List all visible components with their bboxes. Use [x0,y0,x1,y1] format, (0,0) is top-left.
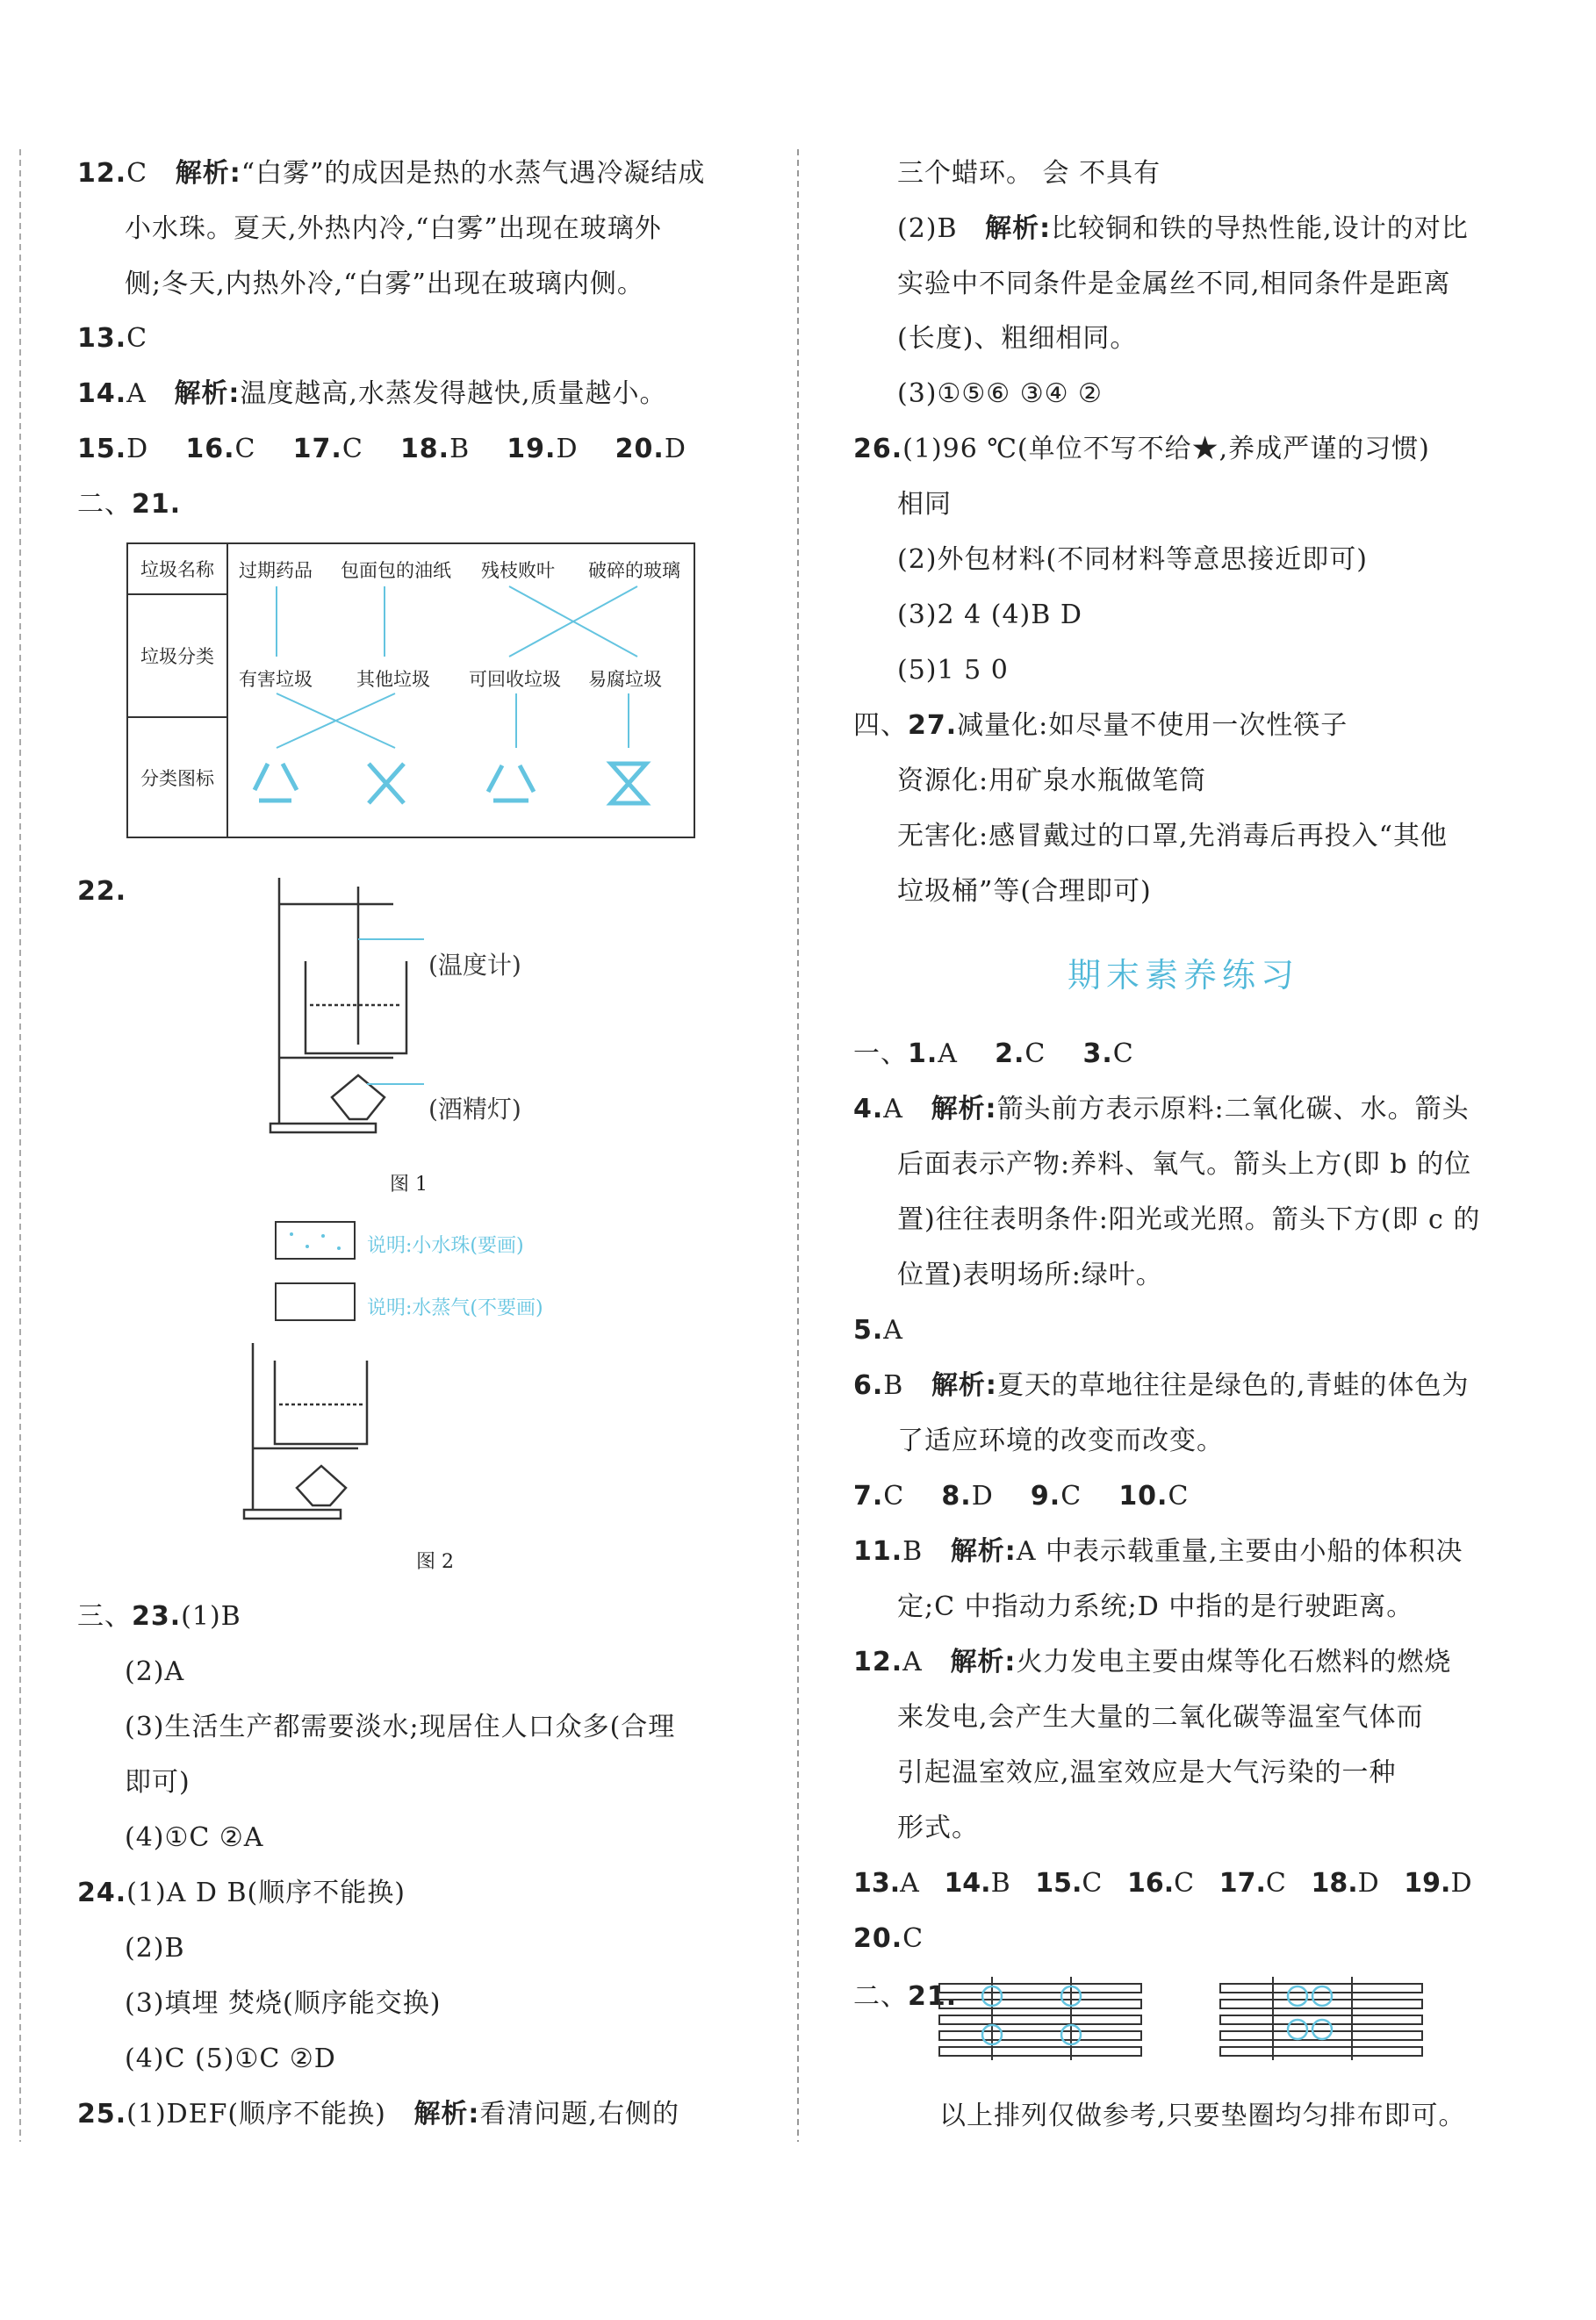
final-answer-12 [853,1645,1451,1680]
answer-letter: A [883,1315,903,1346]
analysis-label: 解析: [931,1094,997,1124]
section-label: 三、 [77,1601,132,1632]
answer-27-line: 无害化:感冒戴过的口罩,先消毒后再投入“其他 [897,821,1448,851]
answers-15-20 [77,432,687,467]
recyclable-waste-icon [488,765,534,801]
answer-14 [77,377,667,412]
stand-base [270,1124,376,1132]
answer-24 [77,1876,406,1911]
answer-part: 减量化:如尽量不使用一次性筷子 [957,710,1348,741]
answer-part: (1)A D B(顺序不能换) [126,1878,406,1908]
row-header-name: 垃圾名称 [127,543,227,594]
answer-12 [77,156,705,191]
final-answer-4-line: 位置)表明场所:绿叶。 [897,1260,1163,1290]
alcohol-lamp-label: (酒精灯) [428,1095,521,1124]
answer-12-line2: 小水珠。夏天,外热内冷,“白雾”出现在玻璃外 [125,213,662,244]
final-answer-12-line: 来发电,会产生大量的二氧化碳等温室气体而 [897,1702,1424,1733]
answer-letter: B [883,1370,904,1401]
answer-letter: A [902,1647,923,1677]
hazardous-waste-icon [255,764,297,801]
final-answer-12-line: 形式。 [897,1813,979,1843]
note-water-vapor: 说明:水蒸气(不要画) [367,1297,543,1319]
final-answer-12-line: 引起温室效应,温室效应是大气污染的一种 [897,1757,1397,1788]
answer-22-number [77,874,126,909]
question-number: 19. [507,434,557,464]
straw [939,2000,1141,2008]
category-hazardous: 有害垃圾 [239,669,313,690]
question-number: 17. [1219,1868,1266,1899]
legend-boxes [276,1222,363,1310]
section-label: 二、 [853,1981,908,2012]
item-leaves: 残枝败叶 [481,560,555,581]
analysis-label: 解析: [950,1647,1017,1677]
matching-lines [228,544,697,838]
answer-letter: B [449,434,471,464]
answer-letter: D [126,434,149,464]
answer-letter: A [938,1038,958,1069]
analysis-text: 看清问题,右侧的 [479,2099,679,2130]
question-number: 15. [1035,1868,1082,1899]
alcohol-lamp [332,1075,385,1119]
question-number: 27. [908,710,958,741]
figure-2-apparatus [244,1343,420,1527]
figure-2-caption: 图 2 [416,1551,454,1573]
answer-23-part: 即可) [125,1767,191,1798]
answer-25-line: (长度)、粗细相同。 [897,323,1138,354]
analysis-text: 火力发电主要由煤等化石燃料的燃烧 [1016,1647,1452,1677]
beaker [306,961,406,1053]
question-number: 12. [853,1647,903,1677]
other-waste-icon [369,764,404,803]
final-answer-5 [853,1313,903,1348]
perishable-waste-icon [611,764,646,803]
water-droplet-box [276,1222,355,1259]
answer-24-part: (3)填埋 焚烧(顺序能交换) [125,1988,442,2019]
washer [1288,2020,1307,2039]
straw [939,2015,1141,2024]
answer-part: (1)96 ℃(单位不写不给★,养成严谨的习惯) [902,434,1430,464]
straw [939,2031,1141,2040]
item-expired-medicine: 过期药品 [239,560,313,581]
question-number: 11. [853,1536,903,1567]
final-answer-4-line: 置)往往表明条件:阳光或光照。箭头下方(即 c 的 [897,1204,1481,1235]
question-number: 14. [944,1868,991,1899]
answer-13 [77,321,147,356]
question-number: 25. [77,2099,127,2130]
question-number: 7. [853,1481,884,1512]
answer-25 [77,2097,679,2132]
final-answer-6-line: 了适应环境的改变而改变。 [897,1426,1224,1456]
question-number: 21. [132,489,182,520]
answer-letter: A [900,1868,919,1899]
answer-letter: A [126,378,147,409]
answer-27-line: 垃圾桶”等(合理即可) [897,876,1152,907]
answer-part: (1)B [181,1601,241,1632]
analysis-text: A 中表示载重量,主要由小船的体积决 [1016,1536,1463,1567]
question-number: 23. [132,1601,182,1632]
question-number: 6. [853,1370,884,1401]
answer-26-line: (3)2 4 (4)B D [897,600,1082,630]
answer-26-line: 相同 [897,489,952,520]
section-3-heading [77,1599,241,1634]
figure-1-caption: 图 1 [390,1174,428,1196]
question-number: 5. [853,1315,884,1346]
answer-letter: C [1168,1481,1190,1512]
answer-letter: D [556,434,579,464]
answer-letter: D [664,434,687,464]
question-number: 4. [853,1094,884,1124]
item-bread-paper: 包面包的油纸 [341,560,451,581]
answer-letter: B [990,1868,1010,1899]
question-number: 10. [1118,1481,1168,1512]
item-broken-glass: 破碎的玻璃 [588,560,680,581]
answer-25-part2 [897,212,1469,247]
final-answers-13-19 [853,1866,1472,1901]
droplet [306,1245,309,1248]
droplet [321,1234,325,1238]
waste-sorting-table [126,542,695,838]
analysis-text: 箭头前方表示原料:二氧化碳、水。箭头 [996,1094,1470,1124]
question-number: 21. [908,1981,958,2012]
question-number: 18. [1311,1868,1358,1899]
question-number: 17. [292,434,342,464]
answer-23-part: (2)A [125,1656,185,1687]
answer-23-part: (4)①C ②A [125,1822,264,1853]
answer-12-line3: 侧;冬天,内热外冷,“白雾”出现在玻璃内侧。 [125,269,644,299]
section-label: 一、 [853,1038,908,1069]
question-number: 20. [853,1923,903,1954]
question-number: 16. [185,434,235,464]
question-number: 15. [77,434,127,464]
section-4-heading [853,708,1348,743]
question-number: 22. [77,876,127,907]
final-practice-title: 期末素养练习 [1068,956,1300,995]
answer-letter: C [883,1481,905,1512]
answer-23-part: (3)生活生产都需要淡水;现居住人口众多(合理 [125,1712,676,1742]
question-number: 18. [399,434,450,464]
answer-letter: C [1060,1481,1082,1512]
raft-note: 以上排列仅做参考,只要垫圈均匀排布即可。 [939,2101,1466,2131]
answer-letter: C [1082,1868,1103,1899]
analysis-text: 夏天的草地往往是绿色的,青蛙的体色为 [996,1370,1470,1401]
category-perishable: 易腐垃圾 [588,669,662,690]
left-margin-rule [19,149,21,2142]
straw [1220,2000,1422,2008]
thermometer-label: (温度计) [428,951,521,980]
analysis-label: 解析: [985,213,1052,244]
answer-25-line: 实验中不同条件是金属丝不同,相同条件是距离 [897,269,1451,299]
alcohol-lamp [297,1466,346,1505]
answer-26-line: (5)1 5 0 [897,655,1009,686]
section-label: 二、 [77,489,132,520]
answer-26 [853,432,1430,467]
question-number: 20. [615,434,665,464]
final-answer-4 [853,1092,1470,1127]
row-header-category: 垃圾分类 [127,594,227,717]
analysis-label: 解析: [931,1370,997,1401]
question-number: 2. [995,1038,1025,1069]
category-other: 其他垃圾 [356,669,430,690]
analysis-label: 解析: [174,378,241,409]
analysis-text: 温度越高,水蒸发得越快,质量越小。 [240,378,667,409]
analysis-label: 解析: [950,1536,1017,1567]
column-divider [797,149,799,2142]
answer-letter: C [1265,1868,1286,1899]
straw [939,2047,1141,2056]
question-number: 9. [1030,1481,1061,1512]
answer-letter: C [126,323,148,354]
final-answer-4-line: 后面表示产物:养料、氧气。箭头上方(即 b 的位 [897,1149,1472,1180]
question-number: 14. [77,378,127,409]
final-answer-20 [853,1921,924,1957]
analysis-text: 比较铜和铁的导热性能,设计的对比 [1051,213,1469,244]
table-body [227,543,694,837]
answer-24-part: (2)B [125,1933,185,1964]
answer-letter: D [1357,1868,1379,1899]
straw [1220,2047,1422,2056]
straw [939,1984,1141,1993]
answer-letter: D [971,1481,994,1512]
answer-letter: A [883,1094,903,1124]
answer-25-part3: (3)①⑤⑥ ③④ ② [897,378,1103,409]
section-2-heading [77,487,181,522]
answer-letter: C [1112,1038,1134,1069]
stand-base [244,1510,341,1519]
washer [1312,2020,1332,2039]
answer-letter: C [341,434,363,464]
final-answer-6 [853,1368,1469,1404]
droplet [337,1246,341,1250]
row-header-icon: 分类图标 [127,717,227,837]
raft-diagram-2 [1220,1977,1431,2060]
beaker [275,1361,367,1444]
question-number: 3. [1082,1038,1113,1069]
analysis-label: 解析: [175,158,241,189]
final-section-1 [853,1037,1134,1072]
answer-letter: D [1450,1868,1472,1899]
raft-diagram-1 [939,1977,1150,2060]
section-label: 四、 [853,710,908,741]
washer [1288,1986,1307,2006]
question-number: 1. [908,1038,938,1069]
question-number: 12. [77,158,127,189]
final-answers-7-10 [853,1479,1189,1514]
answer-27-line: 资源化:用矿泉水瓶做笔筒 [897,765,1207,796]
answer-letter: C [1174,1868,1195,1899]
answer-24-part: (4)C (5)①C ②D [125,2043,336,2074]
answer-letter: C [126,158,148,189]
category-recyclable: 可回收垃圾 [469,669,561,690]
answer-letter: C [902,1923,924,1954]
note-water-droplet: 说明:小水珠(要画) [367,1235,524,1257]
water-vapor-box [276,1283,355,1320]
answer-letter: C [234,434,256,464]
answer-26-line: (2)外包材料(不同材料等意思接近即可) [897,544,1368,575]
final-answer-11 [853,1534,1463,1569]
answer-letter: B [902,1536,924,1567]
answer-part: (2)B [897,213,958,244]
final-answer-11-line: 定;C 中指动力系统;D 中指的是行驶距离。 [897,1591,1414,1622]
question-number: 26. [853,434,903,464]
droplet [290,1232,293,1236]
question-number: 19. [1404,1868,1451,1899]
question-number: 16. [1126,1868,1175,1899]
question-number: 8. [941,1481,972,1512]
answer-letter: C [1024,1038,1046,1069]
answer-25-continued: 三个蜡环。 会 不具有 [897,158,1161,189]
straw [1220,1984,1422,1993]
question-number: 13. [853,1868,901,1899]
answer-part: (1)DEF(顺序不能换) [126,2099,386,2130]
question-number: 24. [77,1878,127,1908]
washer [1312,1986,1332,2006]
question-number: 13. [77,323,127,354]
analysis-text: “白雾”的成因是热的水蒸气遇冷凝结成 [241,158,706,189]
analysis-label: 解析: [413,2099,480,2130]
